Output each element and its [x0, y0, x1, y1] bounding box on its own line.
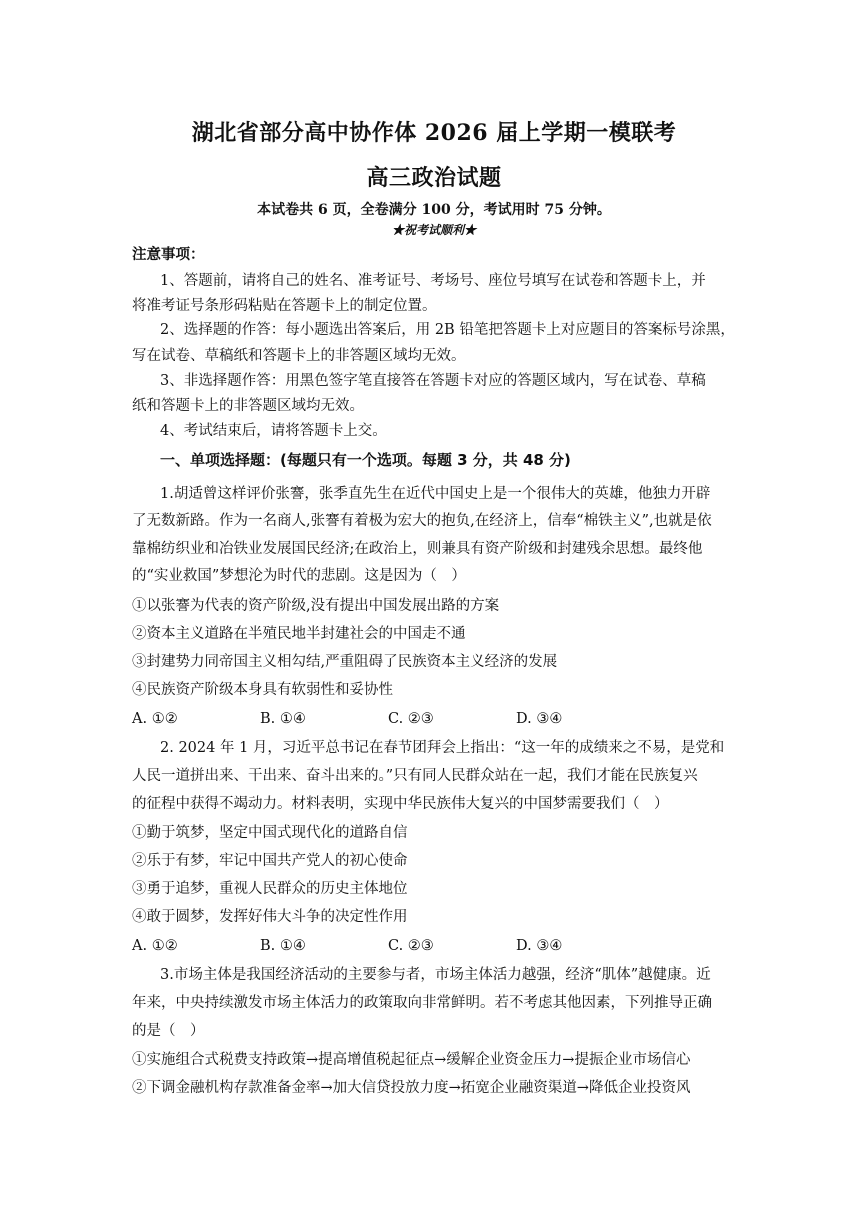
question-1-stem: 靠棉纺织业和冶铁业发展国民经济;在政治上，则兼具有资产阶级和封建残余思想。最终他: [132, 541, 703, 557]
notice-line: 写在试卷、草稿纸和答题卡上的非答题区域均无效。: [132, 348, 466, 364]
notice-line: 4、考试结束后，请将答题卡上交。: [160, 423, 387, 439]
option-d[interactable]: D. ③④: [516, 711, 563, 727]
good-luck-line: ★祝考试顺利★: [391, 223, 476, 237]
option-a[interactable]: A. ①②: [132, 938, 178, 954]
notice-line: 纸和答题卡上的非答题区域均无效。: [132, 398, 364, 414]
question-1-stem: 的“实业救国”梦想沦为时代的悲剧。这是因为（ ）: [132, 568, 466, 584]
option-a[interactable]: A. ①②: [132, 711, 178, 727]
question-1-statement: ③封建势力同帝国主义相勾结,严重阻碍了民族资本主义经济的发展: [132, 654, 558, 670]
question-3-stem: 年来，中央持续激发市场主体活力的政策取向非常鲜明。若不考虑其他因素，下列推导正确: [132, 995, 712, 1011]
question-3-stem: 3.市场主体是我国经济活动的主要参与者，市场主体活力越强，经济“肌体”越健康。近: [160, 967, 711, 983]
exam-title: 湖北省部分高中协作体 2026 届上学期一模联考: [191, 120, 677, 146]
question-2-stem: 2. 2024 年 1 月，习近平总书记在春节团拜会上指出：“这一年的成绩来之不易，是党和: [160, 740, 725, 756]
question-2-stem: 的征程中获得不竭动力。材料表明，实现中华民族伟大复兴的中国梦需要我们（ ）: [132, 796, 669, 812]
question-3-statement: ①实施组合式税费支持政策→提高增值税起征点→缓解企业资金压力→提振企业市场信心: [132, 1052, 691, 1068]
question-2-options: [132, 936, 742, 956]
question-2-statement: ④敢于圆梦，发挥好伟大斗争的决定性作用: [132, 909, 408, 925]
question-3-statement: ②下调金融机构存款准备金率→加大信贷投放力度→拓宽企业融资渠道→降低企业投资风: [132, 1080, 691, 1096]
question-2-statement: ③勇于追梦，重视人民群众的历史主体地位: [132, 881, 408, 897]
question-2-stem: 人民一道拼出来、干出来、奋斗出来的。”只有同人民群众站在一起，我们才能在民族复兴: [132, 768, 698, 784]
notice-line: 3、非选择题作答：用黑色签字笔直接答在答题卡对应的答题区域内，写在试卷、草稿: [160, 373, 706, 389]
option-c[interactable]: C. ②③: [388, 711, 434, 727]
notice-heading: 注意事项：: [132, 246, 205, 263]
exam-subtitle: 高三政治试题: [366, 165, 502, 191]
question-1-statement: ①以张謇为代表的资产阶级,没有提出中国发展出路的方案: [132, 598, 500, 614]
section-heading: 一、单项选择题：(每题只有一个选项。每题 3 分，共 48 分): [160, 451, 571, 469]
option-d[interactable]: D. ③④: [516, 938, 563, 954]
exam-info: 本试卷共 6 页，全卷满分 100 分，考试用时 75 分钟。: [257, 202, 611, 218]
option-b[interactable]: B. ①④: [260, 938, 306, 954]
question-2-statement: ①勤于筑梦，坚定中国式现代化的道路自信: [132, 825, 408, 841]
question-1-options: [132, 709, 742, 729]
question-1-stem: 1.胡适曾这样评价张謇，张季直先生在近代中国史上是一个很伟大的英雄，他独力开辟: [160, 486, 711, 502]
notice-line: 2、选择题的作答：每小题选出答案后，用 2B 铅笔把答题卡上对应题目的答案标号涂黑，: [160, 322, 735, 338]
notice-line: 1、答题前，请将自己的姓名、准考证号、考场号、座位号填写在试卷和答题卡上，并: [160, 273, 706, 289]
question-1-stem: 了无数新路。作为一名商人,张謇有着极为宏大的抱负,在经济上，信奉“棉铁主义”,也就是依: [132, 513, 712, 529]
question-1-statement: ④民族资产阶级本身具有软弱性和妥协性: [132, 682, 393, 698]
notice-line: 将准考证号条形码粘贴在答题卡上的制定位置。: [132, 298, 437, 314]
question-3-stem: 的是（ ）: [132, 1023, 205, 1039]
question-2-statement: ②乐于有梦，牢记中国共产党人的初心使命: [132, 853, 408, 869]
option-b[interactable]: B. ①④: [260, 711, 306, 727]
question-1-statement: ②资本主义道路在半殖民地半封建社会的中国走不通: [132, 626, 466, 642]
option-c[interactable]: C. ②③: [388, 938, 434, 954]
